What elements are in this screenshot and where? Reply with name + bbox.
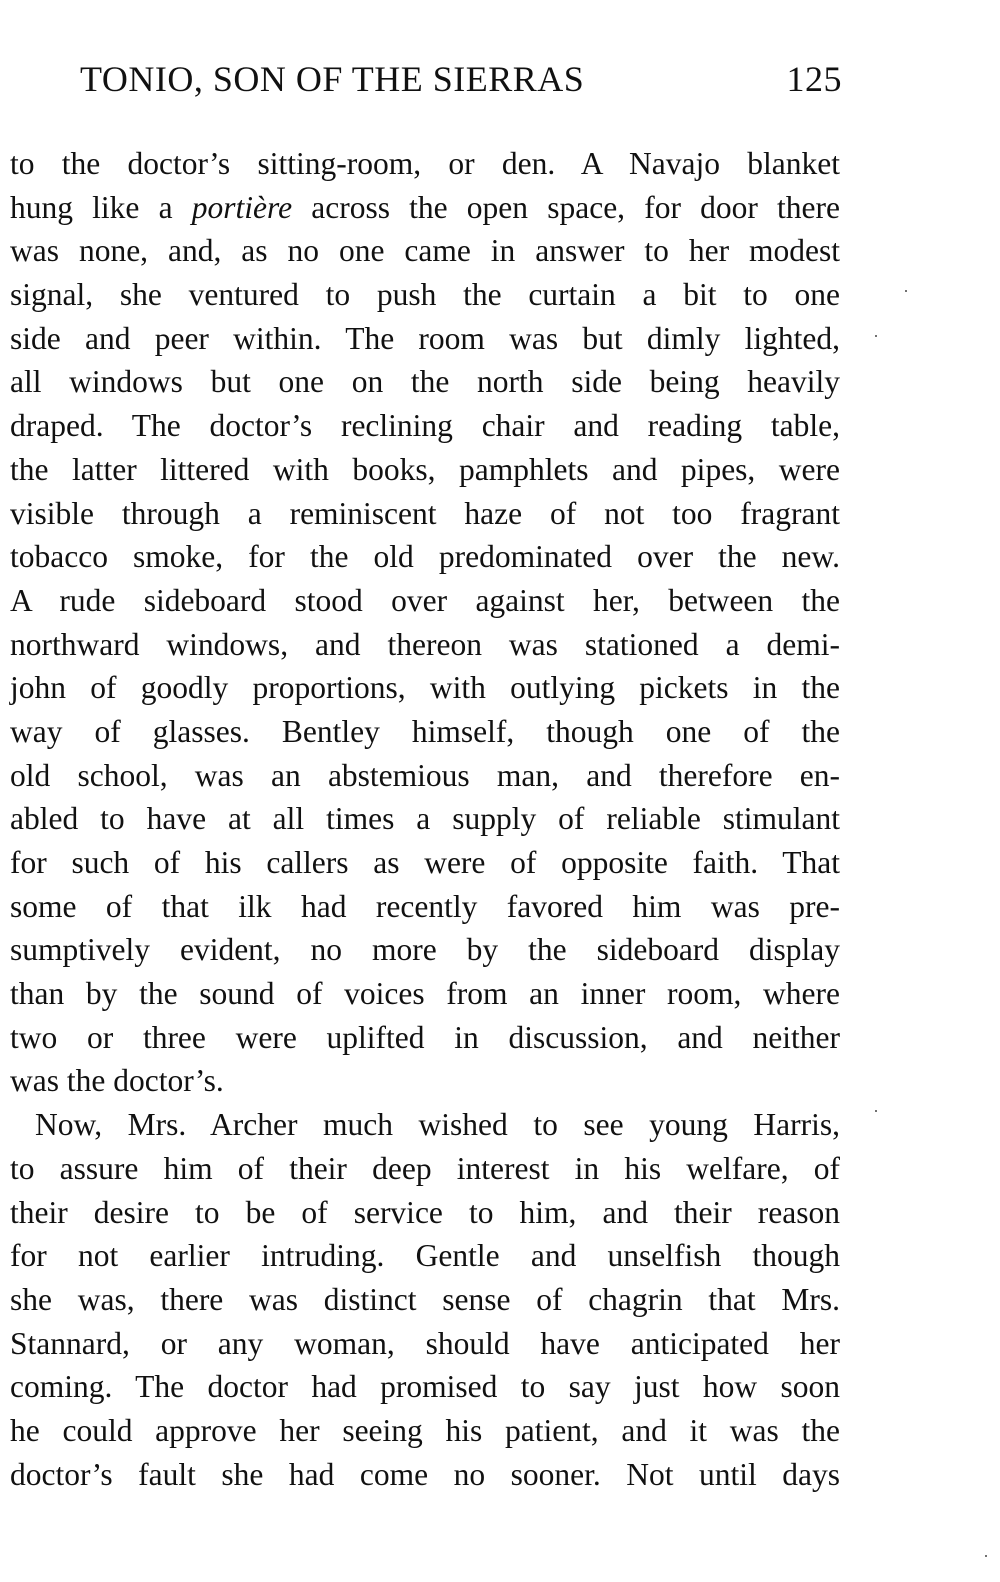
text-line: for not earlier intruding. Gentle and unselfish though [10,1238,840,1274]
text-line: hung like a portière across the open space, for door there [10,189,840,225]
text-line: abled to have at all times a supply of reliable stimulant [10,801,840,837]
text-line: old school, was an abstemious man, and therefore en- [10,757,840,793]
text-line: signal, she ventured to push the curtain a bit to one [10,277,840,313]
body-text [10,142,840,1496]
scan-speck [985,1555,987,1557]
text-line: for such of his callers as were of opposite faith. That [10,845,840,880]
text-line: way of glasses. Bentley himself, though one of the [10,713,840,749]
text-line: than by the sound of voices from an inner room, where [10,976,840,1012]
text-line: their desire to be of service to him, and their reason [10,1194,840,1230]
running-title: TONIO, SON OF THE SIERRAS [80,59,585,99]
text-line: two or three were uplifted in discussion, and neither [10,1019,840,1055]
text-line: she was, there was distinct sense of chagrin that Mrs. [10,1281,840,1317]
text-line: was none, and, as no one came in answer to her modest [10,233,840,269]
page-number: 125 [786,59,842,99]
text-line: Now, Mrs. Archer much wished to see young Harris, [35,1107,840,1143]
text-line: was the doctor’s. [10,1063,224,1099]
text-line: tobacco smoke, for the old predominated over the new. [10,539,840,575]
text-line: the latter littered with books, pamphlets and pipes, were [10,451,840,487]
paragraph-1 [10,142,840,1103]
text-line: he could approve her seeing his patient, and it was the [10,1412,840,1448]
running-header [80,58,842,108]
text-line: A rude sideboard stood over against her, between the [10,582,840,618]
text-line: doctor’s fault she had come no sooner. Not until days [10,1456,840,1492]
text-line: Stannard, or any woman, should have anticipated her [10,1325,840,1361]
text-line: visible through a reminiscent haze of not too fragrant [10,495,840,531]
text-line: some of that ilk had recently favored him was pre- [10,888,840,924]
text-line: side and peer within. The room was but dimly lighted, [10,320,840,356]
text-line: northward windows, and thereon was stationed a demi- [10,626,840,662]
scan-speck [875,335,877,337]
scan-speck [905,290,907,292]
text-line: draped. The doctor’s reclining chair and reading table, [10,408,840,444]
text-line: john of goodly proportions, with outlying pickets in the [10,670,840,706]
scan-speck [875,1110,877,1112]
text-line: sumptively evident, no more by the sideboard display [10,932,840,968]
paragraph-2 [10,1103,840,1496]
text-line: coming. The doctor had promised to say just how soon [10,1369,840,1405]
text-line: all windows but one on the north side being heavily [10,364,840,400]
italic-word: portière [191,189,293,225]
text-line: to assure him of their deep interest in his welfare, of [10,1150,840,1186]
text-line: to the doctor’s sitting-room, or den. A Navajo blanket [10,146,840,181]
